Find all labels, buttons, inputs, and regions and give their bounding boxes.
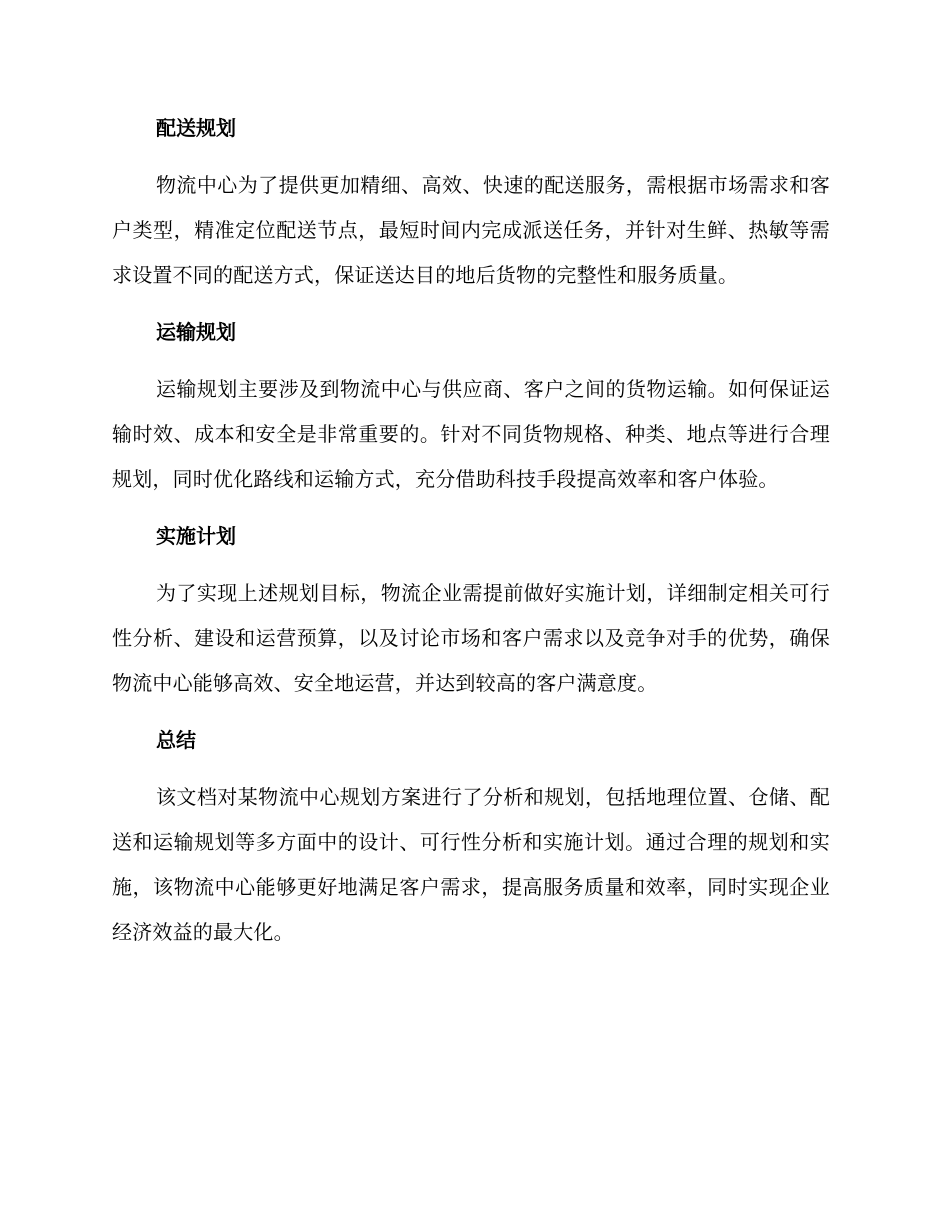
section-heading: 配送规划 <box>156 116 236 140</box>
section-paragraph: 运输规划主要涉及到物流中心与供应商、客户之间的货物运输。如何保证运输时效、成本和安全是非常重要的。针对不同货物规格、种类、地点等进行合理规划，同时优化路线和运输方式，充分借助科技手段提高效率和客户体验。 <box>112 377 830 491</box>
section-implementation-plan <box>112 514 830 706</box>
section-summary <box>112 718 830 955</box>
section-heading: 总结 <box>156 728 196 752</box>
section-heading: 运输规划 <box>156 320 236 344</box>
section-distribution-planning <box>112 106 830 298</box>
document-content <box>112 106 830 967</box>
section-transport-planning <box>112 310 830 502</box>
section-paragraph: 为了实现上述规划目标，物流企业需提前做好实施计划，详细制定相关可行性分析、建设和运营预算，以及讨论市场和客户需求以及竞争对手的优势，确保物流中心能够高效、安全地运营，并达到较高的客户满意度。 <box>112 581 830 695</box>
section-paragraph: 物流中心为了提供更加精细、高效、快速的配送服务，需根据市场需求和客户类型，精准定位配送节点，最短时间内完成派送任务，并针对生鲜、热敏等需求设置不同的配送方式，保证送达目的地后货物的完整性和服务质量。 <box>112 173 830 287</box>
section-paragraph: 该文档对某物流中心规划方案进行了分析和规划，包括地理位置、仓储、配送和运输规划等多方面中的设计、可行性分析和实施计划。通过合理的规划和实施，该物流中心能够更好地满足客户需求，提高服务质量和效率，同时实现企业经济效益的最大化。 <box>112 785 830 944</box>
section-heading: 实施计划 <box>156 524 236 548</box>
